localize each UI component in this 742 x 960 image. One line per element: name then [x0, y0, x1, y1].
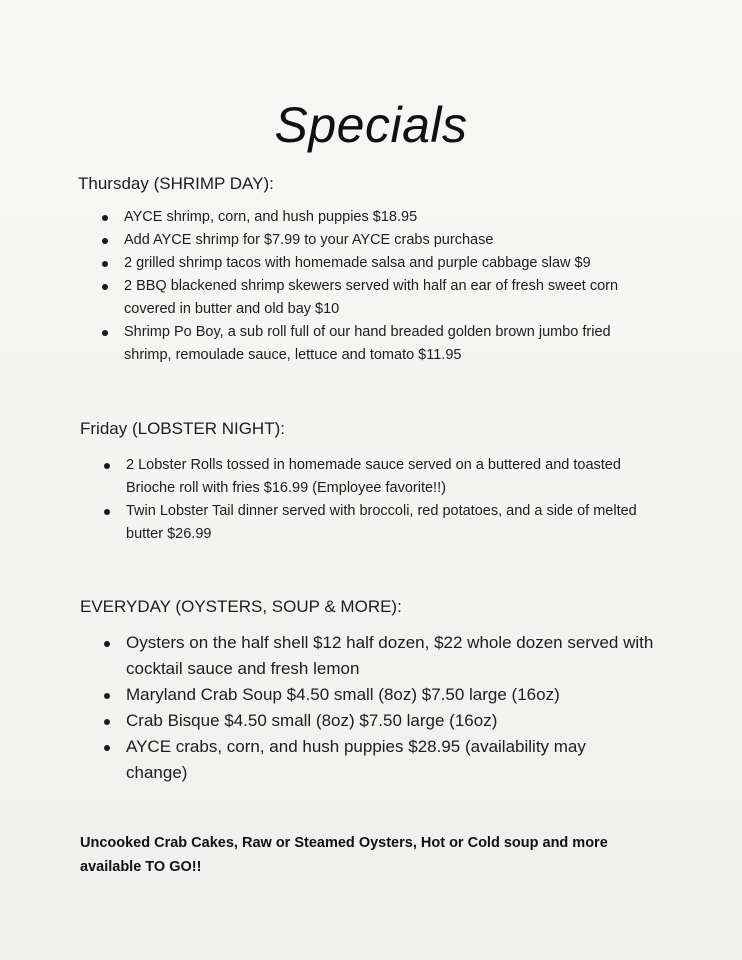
- list-item: Add AYCE shrimp for $7.99 to your AYCE crabs purchase: [102, 229, 662, 252]
- everyday-list: [104, 630, 664, 786]
- thursday-heading: Thursday (SHRIMP DAY):: [78, 174, 274, 193]
- everyday-heading: EVERYDAY (OYSTERS, SOUP & MORE):: [80, 597, 402, 616]
- thursday-list: [102, 206, 662, 367]
- list-item: AYCE shrimp, corn, and hush puppies $18.95: [102, 206, 662, 229]
- list-item: Shrimp Po Boy, a sub roll full of our hand breaded golden brown jumbo fried shrimp, remoulade sauce, lettuce and tomato $11.95: [102, 321, 644, 367]
- to-go-note: Uncooked Crab Cakes, Raw or Steamed Oysters, Hot or Cold soup and more available TO GO!!: [80, 835, 608, 875]
- friday-list: [104, 454, 654, 546]
- list-item: AYCE crabs, corn, and hush puppies $28.95 (availability may change): [104, 734, 626, 786]
- list-item: Crab Bisque $4.50 small (8oz) $7.50 large (16oz): [104, 708, 664, 734]
- list-item: Oysters on the half shell $12 half dozen, $22 whole dozen served with cocktail sauce and fresh lemon: [104, 630, 666, 682]
- page-title: Specials: [274, 97, 468, 153]
- list-item: Maryland Crab Soup $4.50 small (8oz) $7.50 large (16oz): [104, 682, 664, 708]
- list-item: 2 grilled shrimp tacos with homemade salsa and purple cabbage slaw $9: [102, 252, 662, 275]
- friday-heading: Friday (LOBSTER NIGHT):: [80, 419, 285, 438]
- list-item: 2 BBQ blackened shrimp skewers served with half an ear of fresh sweet corn covered in butter and old bay $10: [102, 275, 644, 321]
- list-item: Twin Lobster Tail dinner served with broccoli, red potatoes, and a side of melted butter $26.99: [104, 500, 656, 546]
- list-item: 2 Lobster Rolls tossed in homemade sauce served on a buttered and toasted Brioche roll with fries $16.99 (Employee favorite!!): [104, 454, 626, 500]
